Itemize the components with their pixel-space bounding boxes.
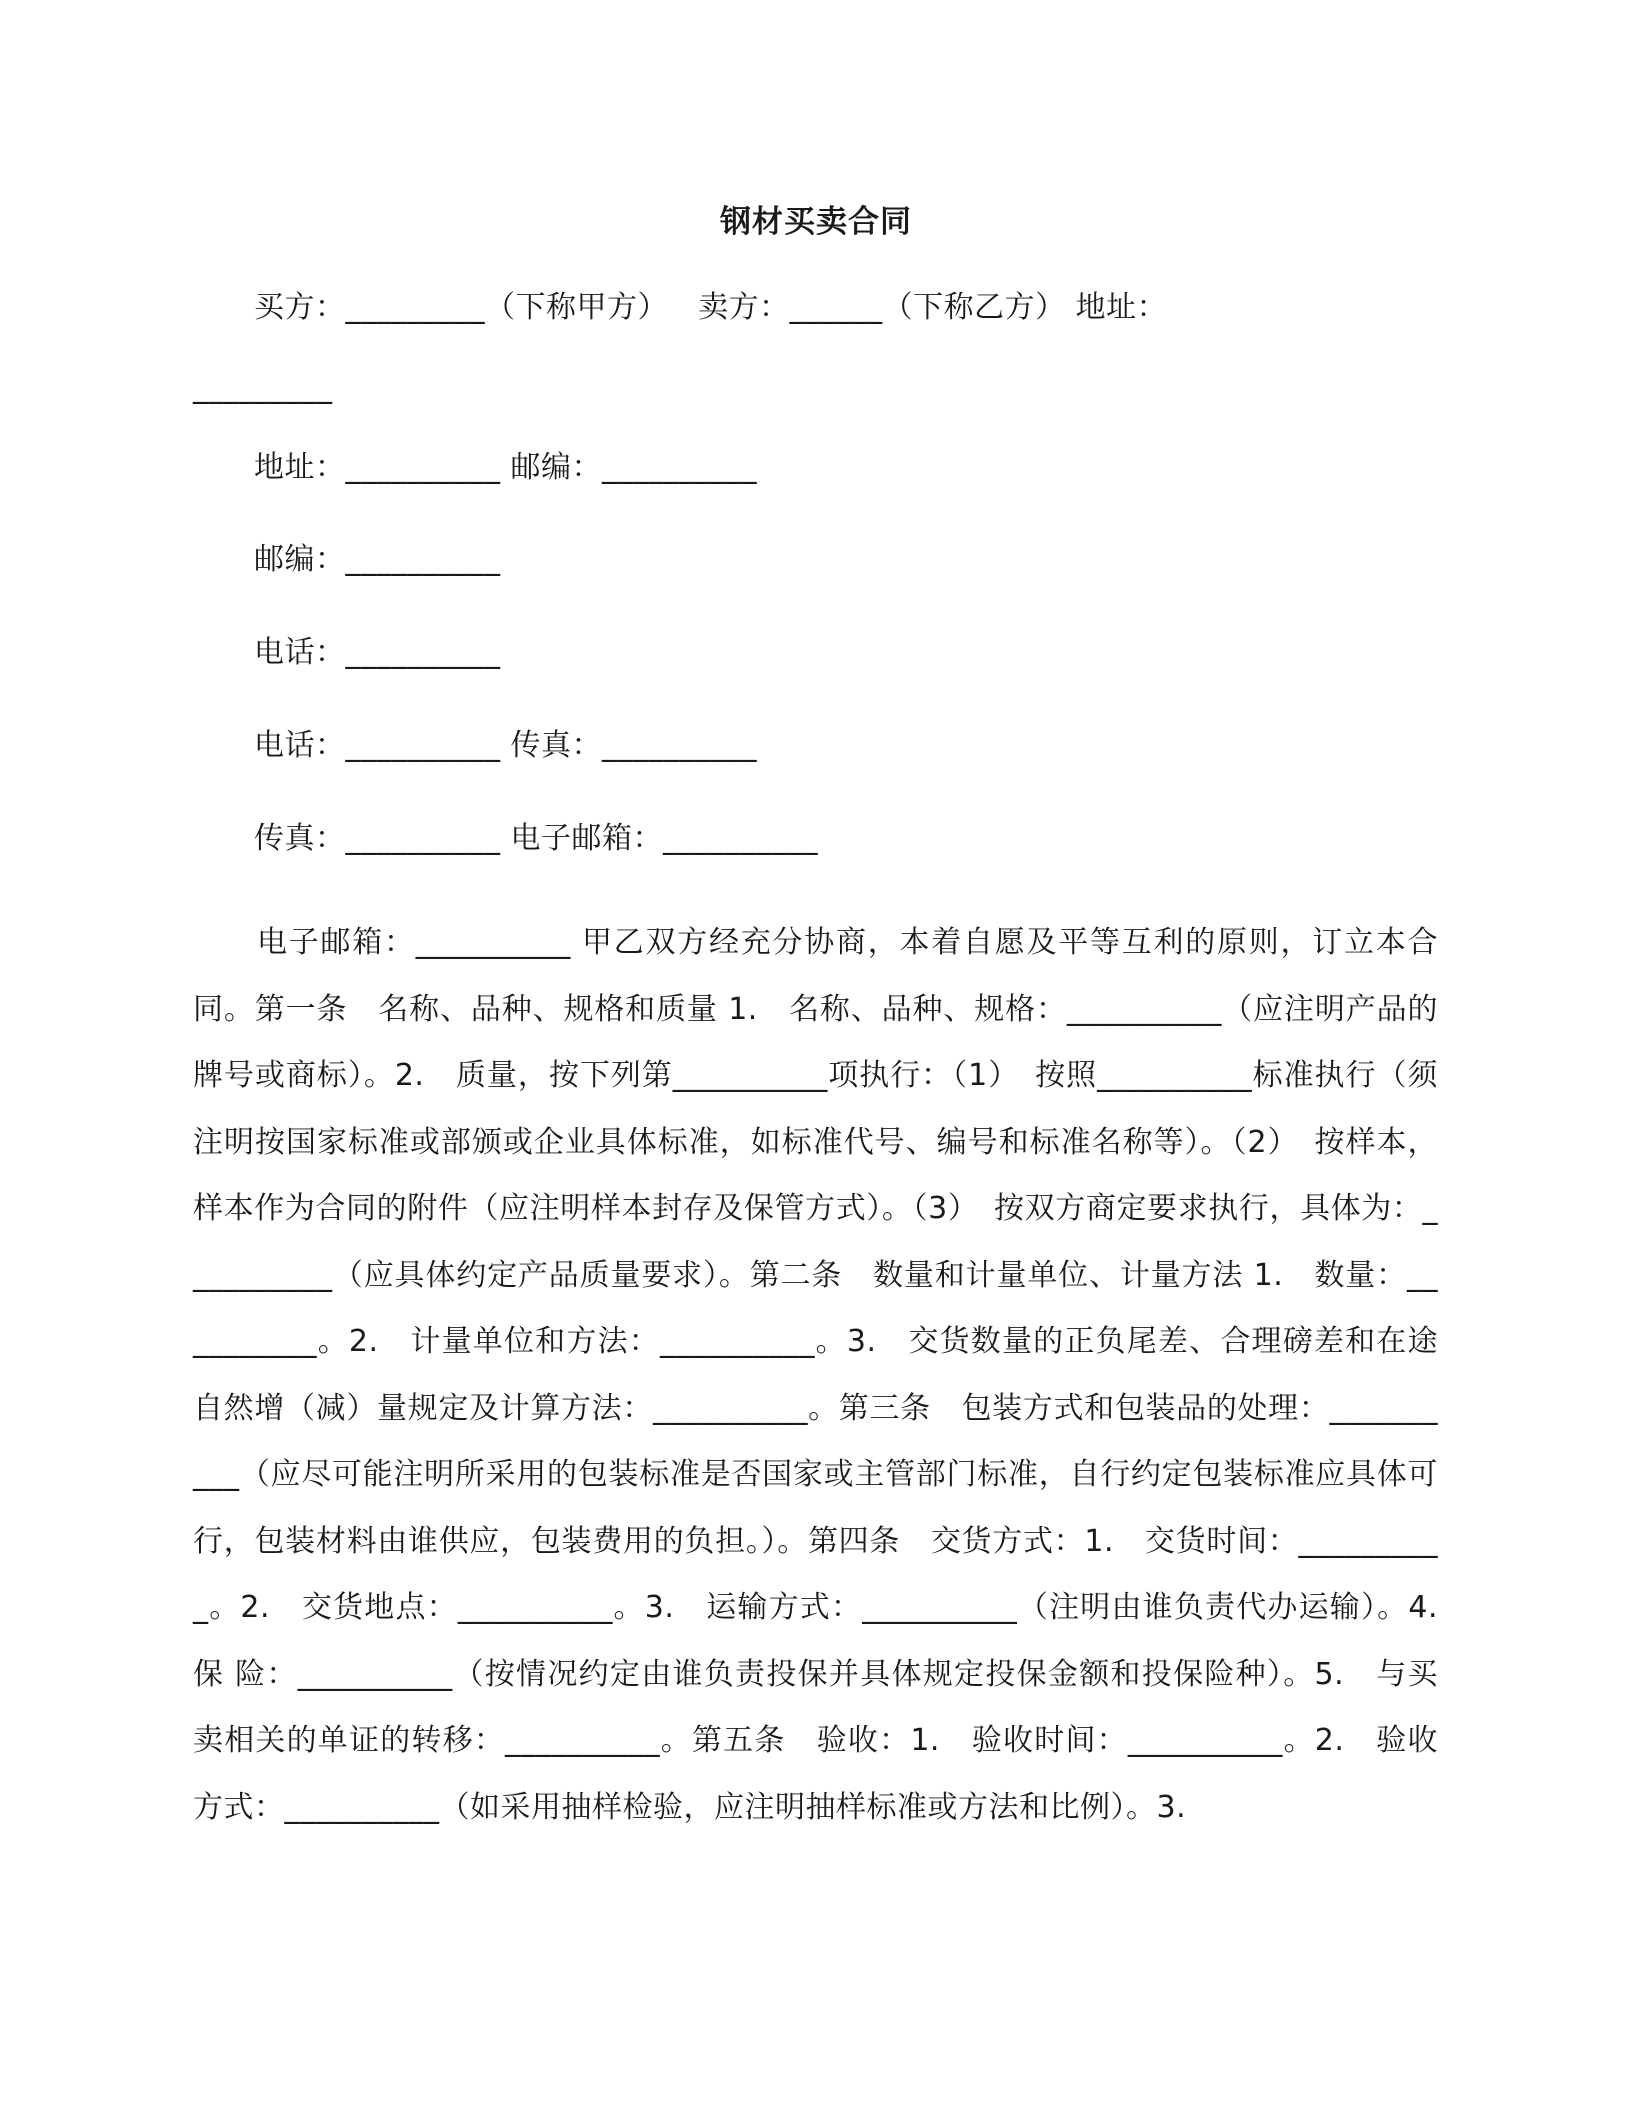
header-line-address: 地址：__________ 邮编：__________ [254, 450, 758, 485]
header-line-blank: _________ [193, 370, 333, 405]
document-title: 钢材买卖合同 [720, 204, 912, 240]
header-line-fax-email: 传真：__________ 电子邮箱：__________ [254, 821, 819, 856]
header-line-phone: 电话：__________ [254, 635, 501, 670]
header-line-buyer-seller: 买方：_________（下称甲方） 卖方：______（下称乙方） 地址： [254, 290, 1168, 325]
contract-body-paragraph: 电子邮箱：__________ 甲乙双方经充分协商，本着自愿及平等互利的原则，订立本合同。第一条 名称、品种、规格和质量 1. 名称、品种、规格：__________（应注明产品的牌号或商标）。2. 质量，按下列第__________项执行：（1） 按照__________标准执行（须注明按国家标准或部颁或企业具体标准，如标准代号、编号和标准名称等）。（2） 按样本，样本作为合同的附件（应注明样本封存及保管方式）。（3） 按双方商定要求执行，具体为：__________（应具体约定产品质量要求）。第二条 数量和计量单位、计量方法 1. 数量：__________。2. 计量单位和方法：__________。3. 交货数量的正负尾差、合理磅差和在途自然增（减）量规定及计算方法：__________。第三条 包装方式和包装品的处理：__________（应尽可能注明所采用的包装标准是否国家或主管部门标准，自行约定包装标准应具体可行，包装材料由谁供应，包装费用的负担。）。第四条 交货方式：1. 交货时间：__________。2. 交货地点：__________。3. 运输方式：__________（注明由谁负责代办运输）。4. 保 险：__________（按情况约定由谁负责投保并具体规定投保金额和投保险种）。5. 与买卖相关的单证的转移：__________。第五条 验收：1. 验收时间：__________。2. 验收方式：__________（如采用抽样检验，应注明抽样标准或方法和比例）。3. [193, 925, 1469, 1825]
header-line-postcode: 邮编：__________ [254, 542, 501, 577]
header-line-phone-fax: 电话：__________ 传真：__________ [254, 728, 758, 763]
